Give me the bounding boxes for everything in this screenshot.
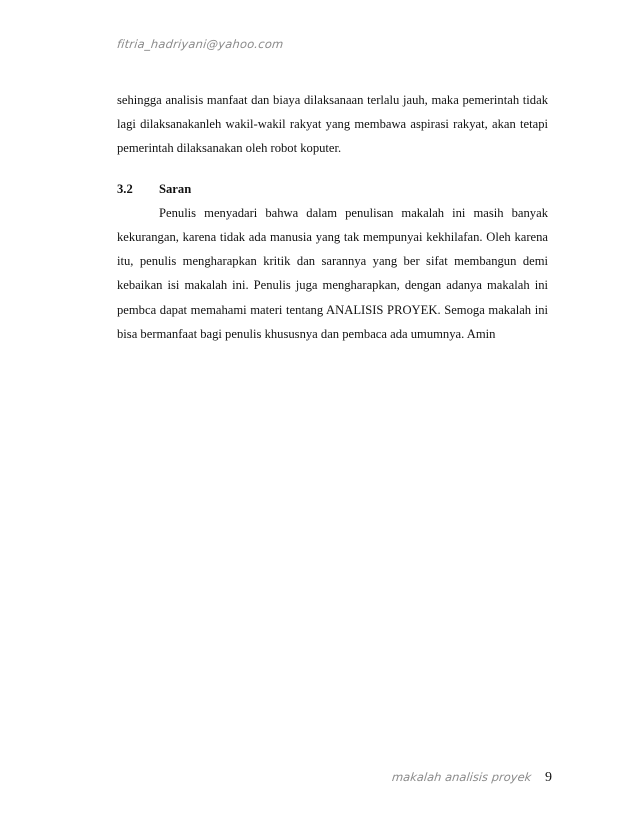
section-number: 3.2 <box>117 181 133 196</box>
page-number: 9 <box>545 770 552 785</box>
page-content <box>117 88 548 346</box>
section-paragraph: Penulis menyadari bahwa dalam penulisan makalah ini masih banyak kekurangan, karena tidak ada manusia yang tak mempunyai kekhilafan. Oleh karena itu, penulis mengharapkan kritik dan sarannya yang ber sifat membangun demi kebaikan isi makalah ini. Penulis juga mengharapkan, dengan adanya makalah ini pembca dapat memahami materi tentang ANALISIS PROYEK. Semoga makalah ini bisa bermanfaat bagi penulis khususnya dan pembaca ada umumnya. Amin <box>117 205 548 341</box>
continued-paragraph: sehingga analisis manfaat dan biaya dilaksanaan terlalu jauh, maka pemerintah tidak lagi dilaksanakanleh wakil-wakil rakyat yang membawa aspirasi rakyat, akan tetapi pemerintah dilaksanakan oleh robot koputer. <box>117 93 548 156</box>
section-title: Saran <box>159 181 192 196</box>
footer <box>392 770 552 786</box>
section-heading <box>117 177 548 201</box>
header-email: fitria_hadriyani@yahoo.com <box>116 37 285 51</box>
footer-title: makalah analisis proyek <box>390 770 532 784</box>
